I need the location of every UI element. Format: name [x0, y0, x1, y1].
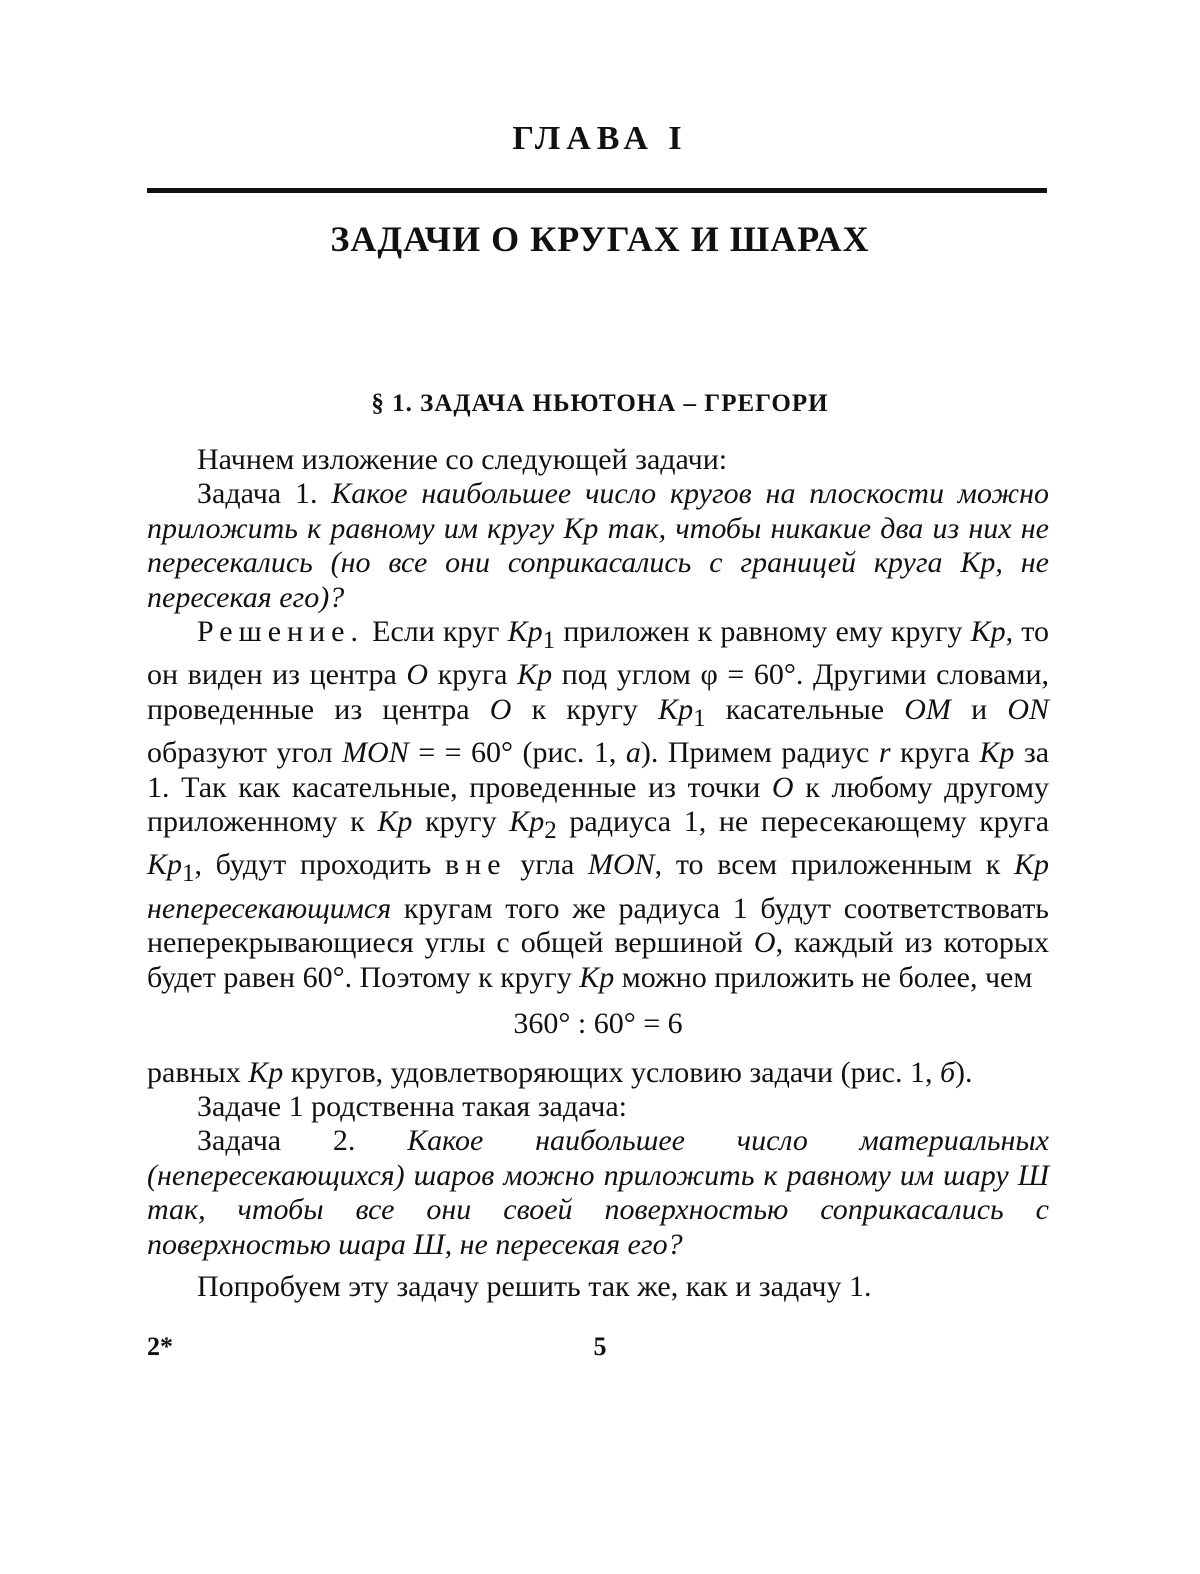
math-var: MON [588, 848, 655, 881]
title-rule [147, 188, 1047, 193]
paragraph-text: ). [955, 1056, 973, 1089]
after-formula-paragraph [147, 1056, 1049, 1090]
solution-text: к кругу [511, 693, 658, 726]
problem-2-label: Задача 2. [197, 1124, 355, 1157]
math-var: Kp [1014, 848, 1049, 881]
math-sub: 1 [693, 705, 706, 732]
related-paragraph: Задаче 1 родственна такая задача: [147, 1090, 1049, 1124]
math-var: Kp [517, 658, 552, 691]
book-page [0, 0, 1200, 1574]
math-var: MON [342, 736, 409, 769]
math-var: Kp [979, 736, 1014, 769]
intro-paragraph: Начнем изложение со следующей задачи: [147, 443, 1049, 477]
solution-text: за 1. Так как касательные, проведенные из точки [147, 736, 1049, 803]
math-var: Kp [248, 1056, 283, 1089]
math-sub: 2 [544, 817, 557, 844]
math-sub: 1 [543, 627, 556, 654]
solution-text: угла [507, 848, 588, 881]
solution-text: круга [891, 736, 980, 769]
problem-2 [147, 1124, 1049, 1262]
solution-text: ). Примем радиус [641, 736, 879, 769]
paragraph-text: кругов, удовлетворяющих условию задачи (рис. 1, [283, 1056, 940, 1089]
chapter-title: ЗАДАЧИ О КРУГАХ И ШАРАХ [0, 218, 1200, 260]
signature-mark: 2* [147, 1332, 173, 1362]
emphasis-word: вне [445, 848, 507, 881]
solution-text: можно приложить не более, чем [614, 961, 1032, 994]
solution-text: образуют угол [147, 736, 342, 769]
solution-text: кругу [412, 805, 509, 838]
solution-text: и [951, 693, 1007, 726]
solution-text: Если круг [372, 615, 508, 648]
problem-1-text: Какое наибольшее число кругов на плоскости можно приложить к равному им кругу Kp так, чтобы никакие два из них не пересекались (но все они соприкасались с границей круга Kp, не пересекая его)? [147, 477, 1049, 613]
solution-text: = = 60° (рис. 1, [409, 736, 626, 769]
math-var: O [772, 771, 794, 804]
solution-text: , будут проходить [195, 848, 446, 881]
formula: 360° : 60° = 6 [147, 1007, 1049, 1041]
math-var: r [879, 736, 891, 769]
solution-text: к любому другому приложенному к [147, 771, 1049, 838]
chapter-heading: ГЛАВА I [0, 120, 1200, 158]
math-var: б [940, 1056, 955, 1089]
solution-text: , то он виден из центра [147, 615, 1049, 691]
section-heading: § 1. ЗАДАЧА НЬЮТОНА – ГРЕГОРИ [0, 390, 1200, 418]
math-var: Kp [579, 961, 614, 994]
math-var: Kp [508, 615, 543, 648]
math-var: ON [1007, 693, 1049, 726]
page-number: 5 [0, 1332, 1200, 1362]
math-var: а [626, 736, 641, 769]
solution-text: , каждый из которых будет равен 60°. Поэтому к кругу [147, 926, 1049, 993]
solution-text: круга [428, 658, 517, 691]
math-var: O [406, 658, 428, 691]
math-var: O [754, 926, 776, 959]
last-paragraph: Попробуем эту задачу решить так же, как и задачу 1. [147, 1270, 1049, 1304]
problem-1 [147, 477, 1049, 615]
solution-text: радиуса 1, не пересекающему круга [557, 805, 1049, 838]
math-var: OM [904, 693, 951, 726]
solution-paragraph [147, 615, 1049, 995]
emphasis-word: непересекающимся [147, 892, 391, 925]
math-sub: 1 [182, 860, 195, 887]
math-var: Kp [971, 615, 1006, 648]
math-var: Kp [509, 805, 544, 838]
solution-label: Решение. [197, 615, 364, 648]
solution-text: под углом φ = 60°. Другими словами, проведенные из центра [147, 658, 1049, 725]
solution-text: , то всем приложенным к [655, 848, 1014, 881]
math-var: Kp [658, 693, 693, 726]
math-var: O [490, 693, 512, 726]
problem-1-label: Задача 1. [197, 477, 318, 510]
solution-text: касательные [706, 693, 905, 726]
paragraph-text: равных [147, 1056, 248, 1089]
math-var: Kp [377, 805, 412, 838]
problem-2-text: Какое наибольшее число материальных (непересекающихся) шаров можно приложить к равному им шару Ш так, чтобы все они своей поверхностью соприкасались с поверхностью шара Ш, не пересекая его? [147, 1124, 1049, 1260]
solution-text: приложен к равному ему кругу [555, 615, 970, 648]
body-text [147, 443, 1049, 1304]
math-var: Kp [147, 848, 182, 881]
solution-text: кругам того же радиуса 1 будут соответствовать неперекрывающиеся углы с общей вершиной [147, 892, 1049, 959]
